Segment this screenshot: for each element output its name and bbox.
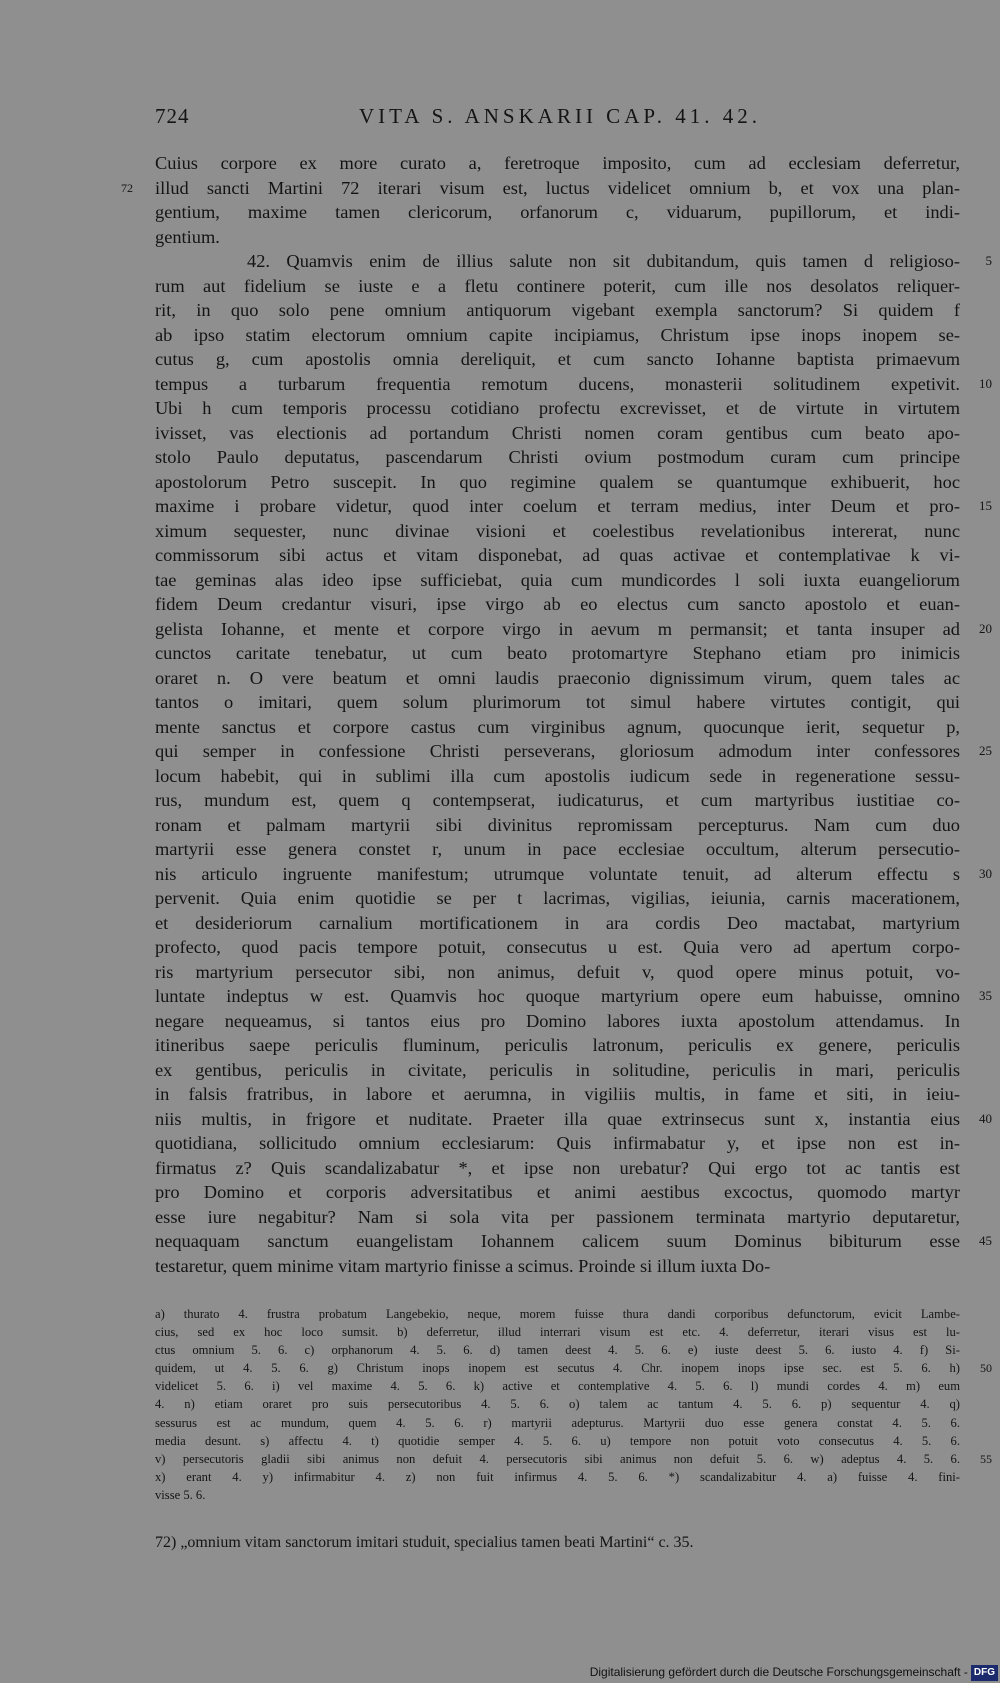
apparatus-line	[155, 1432, 960, 1450]
text-line-content: pervenit. Quia enim quotidie se per t lacrimas, vigilias, ieiunia, carnis macerationem,	[155, 888, 960, 908]
apparatus-line-content: visse 5. 6.	[155, 1487, 206, 1502]
text-line-content: ab ipso statim electorum omnium capite incipiamus, Christum ipse inops inopem se-	[155, 324, 960, 345]
line-number: 15	[979, 498, 992, 513]
text-line	[155, 519, 960, 544]
text-line-content: nis articulo ingruente manifestum; utrumque voluntate tenuit, ad alterum effectu s	[155, 863, 960, 884]
text-line-content: martyrii esse genera constet r, unum in pace ecclesiae occultum, alterum persecutio-	[155, 839, 960, 859]
text-line-content: tantos o imitari, quem solum plurimorum tot simul habere virtutes contigit, qui	[155, 692, 960, 712]
text-line	[155, 445, 960, 470]
text-line	[155, 690, 960, 715]
apparatus-line-content: videlicet 5. 6. i) vel maxime 4. 5. 6. k) active et contemplative 4. 5. 6. l) mundi cordes 4. m) eum	[155, 1379, 960, 1394]
text-line-content: quotidiana, sollicitudo omnium ecclesiarum: Quis infirmabatur y, et ipse non est in-	[155, 1133, 960, 1153]
text-line	[155, 813, 960, 838]
text-line-content: ronam et palmam martyrii sibi divinitus repromissam percepturus. Nam cum duo	[155, 814, 960, 835]
text-line-content: tempus a turbarum frequentia remotum ducens, monasterii solitudinem expetivit.	[155, 373, 960, 394]
text-line	[155, 1131, 960, 1156]
text-line-content: cutus g, cum apostolis omnia dereliquit, et cum sancto Iohanne baptista primaevum	[155, 349, 960, 369]
text-line	[155, 249, 992, 274]
text-line-content: oraret n. O vere beatum et omni laudis praeconio dignissimum virum, quem tales ac	[155, 667, 960, 688]
apparatus-line-content: media desunt. s) affectu 4. t) quotidie semper 4. 5. 6. u) tempore non potuit voto consecutus 4. 5. 6.	[155, 1433, 960, 1448]
text-line-content: et desideriorum carnalium mortificationem in ara cordis Deo mactabat, martyrium	[155, 912, 960, 933]
text-line-content: firmatus z? Quis scandalizabatur *, et ipse non urebatur? Qui ergo tot ac tantis est	[155, 1157, 960, 1178]
text-line-content: rus, mundum est, quem q contempserat, iudicaturus, et cum martyribus iustitiae co-	[155, 790, 960, 810]
apparatus-line-content: sessurus est ac mundum, quem 4. 5. 6. r) martyrii adepturus. Martyrii duo esse genera constat 4. 5. 6.	[155, 1415, 960, 1430]
apparatus-line-content: a) thurato 4. frustra probatum Langebekio, neque, morem fuisse thura dandi corporibus defunctorum, evicit Lambe-	[155, 1307, 960, 1321]
text-line	[155, 347, 960, 372]
text-line	[155, 568, 960, 593]
text-line-content: esse iure negabitur? Nam si sola vita per passionem terminata martyrio deputaretur,	[155, 1206, 960, 1227]
line-number: 50	[980, 1361, 992, 1376]
text-line	[155, 372, 992, 397]
text-line	[121, 176, 960, 201]
text-line	[155, 1082, 960, 1107]
text-line-content: in falsis fratribus, in labore et aerumna, in vigiliis multis, in fame et siti, in ieiu-	[155, 1084, 960, 1104]
text-line	[155, 225, 960, 250]
margin-note-ref: 72	[121, 180, 133, 195]
text-line-content: gentium, maxime tamen clericorum, orfanorum c, viduarum, pupillorum, et indi-	[155, 202, 960, 222]
text-line-content: apostolorum Petro suscepit. In quo regimine qualem se quantumque exhibuerit, hoc	[155, 471, 960, 492]
text-line	[155, 323, 960, 348]
text-line	[155, 1107, 992, 1132]
text-line-content: cunctos caritate tenebatur, ut cum beato protomartyre Stephano etiam pro inimicis	[155, 643, 960, 663]
text-line	[155, 617, 992, 642]
apparatus-line	[155, 1359, 992, 1377]
text-line-content: tae geminas alas ideo ipse sufficiebat, quia cum mundicordes l soli iuxta euangeliorum	[155, 569, 960, 590]
text-line-content: fidem Deum credantur visuri, ipse virgo ab eo electus cum sancto apostolo et euan-	[155, 594, 960, 614]
text-line	[155, 543, 960, 568]
text-line-content: niis multis, in frigore et nuditate. Praeter illa quae extrinsecus sunt x, instantia eius	[155, 1108, 960, 1129]
line-number: 55	[980, 1451, 992, 1466]
text-line-content: maxime i probare videtur, quod inter coelum et terram medius, inter Deum et pro-	[155, 496, 960, 516]
main-text	[121, 151, 992, 1278]
line-number: 20	[979, 620, 992, 636]
text-line-content: ex gentibus, periculis in civitate, periculis in solitudine, periculis in mari, periculis	[155, 1059, 960, 1080]
line-number: 25	[979, 743, 992, 758]
text-line-content: rum aut fidelium se iuste e a fletu continere poterit, cum ille nos desolatos reliquer-	[155, 275, 960, 296]
text-line-content: mente sanctus et corpore castus cum virginibus agnum, quocunque ierit, sequetur p,	[155, 716, 960, 737]
text-line-content: ivisset, vas electionis ad portandum Christi nomen coram gentibus cum beato apo-	[155, 422, 960, 443]
text-line-content: testaretur, quem minime vitam martyrio finisse a scimus. Proinde si illum iuxta Do-	[155, 1255, 771, 1276]
text-line	[155, 984, 992, 1009]
dfg-logo: DFG	[971, 1665, 998, 1681]
text-line-content: locum habebit, qui in sublimi illa cum apostolis iudicum sede in regeneratione sessu-	[155, 765, 960, 786]
critical-apparatus	[155, 1305, 992, 1504]
text-line	[155, 641, 960, 666]
text-line	[155, 298, 960, 323]
text-line	[155, 1180, 960, 1205]
apparatus-line	[155, 1341, 960, 1359]
text-line	[155, 151, 960, 176]
text-line	[155, 592, 960, 617]
text-line	[155, 494, 992, 519]
text-line-content: itineribus saepe periculis fluminum, periculis latronum, periculis ex genere, periculis	[155, 1035, 960, 1055]
text-line-content: illud sancti Martini 72 iterari visum est, luctus videlicet omnium b, et vox una plan-	[155, 177, 960, 198]
text-line-content: gelista Iohanne, et mente et corpore virgo in aevum m permansit; et tanta insuper ad	[155, 618, 960, 639]
text-line	[155, 911, 960, 936]
text-line	[155, 960, 960, 985]
text-line	[155, 470, 960, 495]
text-line	[155, 764, 960, 789]
text-line	[155, 1254, 960, 1279]
text-line	[155, 715, 960, 740]
text-line-content: profecto, quod pacis tempore potuit, consecutus u est. Quia vero ad apertum corpo-	[155, 937, 960, 957]
apparatus-line	[155, 1486, 960, 1504]
line-number: 30	[979, 865, 992, 881]
text-line-content: nequaquam sanctum euangelistam Iohannem calicem suum Dominus bibiturum esse	[155, 1231, 960, 1251]
text-line	[155, 1205, 960, 1230]
text-line	[155, 935, 960, 960]
text-line	[155, 1033, 960, 1058]
text-line	[155, 274, 960, 299]
apparatus-line-content: quidem, ut 4. 5. 6. g) Christum inops inopem est secutus 4. Chr. inopem inops ipse sec. est 5. 6. h)	[155, 1361, 960, 1376]
footnote-72: 72) „omnium vitam sanctorum imitari studuit, specialius tamen beati Martini“ c. 35.	[155, 1534, 694, 1551]
text-line-content: Ubi h cum temporis processu cotidiano profectu excrevisset, et de virtute in virtutem	[155, 398, 960, 418]
text-line	[155, 837, 960, 862]
apparatus-line	[155, 1395, 960, 1413]
running-title: VITA S. ANSKARII CAP. 41. 42.	[359, 104, 761, 128]
text-line-content: luntate indeptus w est. Quamvis hoc quoque martyrium opere eum habuisse, omnino	[155, 986, 960, 1006]
apparatus-line-content: cius, sed ex hoc loco sumsit. b) deferretur, illud interrari visum est etc. 4. deferretur, iterari visus est lu-	[155, 1325, 960, 1340]
text-line	[155, 1156, 960, 1181]
text-line	[155, 1058, 960, 1083]
text-line-content: Cuius corpore ex more curato a, feretroque imposito, cum ad ecclesiam deferretur,	[155, 153, 960, 173]
apparatus-line-content: 4. n) etiam oraret pro suis persecutoribus 4. 5. 6. o) talem ac tantum 4. 5. 6. p) sequentur 4. q)	[155, 1397, 960, 1412]
text-line	[155, 666, 960, 691]
apparatus-line	[155, 1323, 960, 1341]
apparatus-line	[155, 1450, 992, 1468]
apparatus-line-content: ctus omnium 5. 6. c) orphanorum 4. 5. 6. d) tamen deest 4. 5. 6. e) iuste deest 5. 6. iusto 4. f) Si-	[155, 1343, 960, 1358]
line-number: 45	[979, 1233, 992, 1248]
apparatus-line	[155, 1305, 960, 1323]
text-line	[155, 886, 960, 911]
text-line-content: pro Domino et corporis adversitatibus et animi aestibus excoctus, quomodo martyr	[155, 1182, 960, 1202]
line-number: 10	[979, 375, 992, 391]
apparatus-line	[155, 1377, 960, 1395]
text-line	[155, 421, 960, 446]
text-line-content: 42. Quamvis enim de illius salute non sit dubitandum, quis tamen d religioso-	[247, 251, 960, 271]
apparatus-line-content: v) persecutoris gladii sibi animus non defuit 4. persecutoris sibi animus non defuit 5. 6. w) adeptus 4. 5. 6.	[155, 1451, 960, 1466]
page-header	[155, 104, 935, 138]
text-line-content: commissorum sibi actus et vitam disponebat, ad quas activae et contemplativae k vi-	[155, 545, 960, 565]
text-line	[155, 396, 960, 421]
text-line	[155, 200, 960, 225]
text-line	[155, 1009, 960, 1034]
line-number: 35	[979, 988, 992, 1003]
apparatus-line-content: x) erant 4. y) infirmabitur 4. z) non fuit infirmus 4. 5. 6. *) scandalizabitur 4. a) fuisse 4. fini-	[155, 1469, 960, 1484]
page-number: 724	[155, 104, 190, 128]
text-line	[155, 1229, 992, 1254]
text-line-content: stolo Paulo deputatus, pascendarum Christi ovium postmodum curam cum principe	[155, 447, 960, 467]
line-number: 5	[985, 253, 992, 268]
apparatus-line	[155, 1468, 960, 1486]
text-line-content: ris martyrium persecutor sibi, non animus, defuit v, quod opere minus potuit, vo-	[155, 961, 960, 982]
digitization-footer	[590, 1661, 1000, 1683]
apparatus-line	[155, 1414, 960, 1432]
text-line-content: rit, in quo solo pene omnium antiquorum vigebant exempla sanctorum? Si quidem f	[155, 300, 960, 320]
text-line-content: negare nequeamus, si tantos eius pro Domino labores iuxta apostolum attendamus. In	[155, 1010, 960, 1031]
text-line-content: qui semper in confessione Christi perseverans, gloriosum admodum inter confessores	[155, 741, 960, 761]
footer-text: Digitalisierung gefördert durch die Deutsche Forschungsgemeinschaft -	[589, 1665, 968, 1679]
text-line	[155, 788, 960, 813]
line-number: 40	[979, 1110, 992, 1126]
text-line-content: gentium.	[155, 226, 220, 247]
text-line-content: ximum sequester, nunc divinae visioni et coelestibus revelationibus intererat, nunc	[155, 520, 960, 541]
text-line	[155, 862, 992, 887]
text-line	[155, 739, 992, 764]
